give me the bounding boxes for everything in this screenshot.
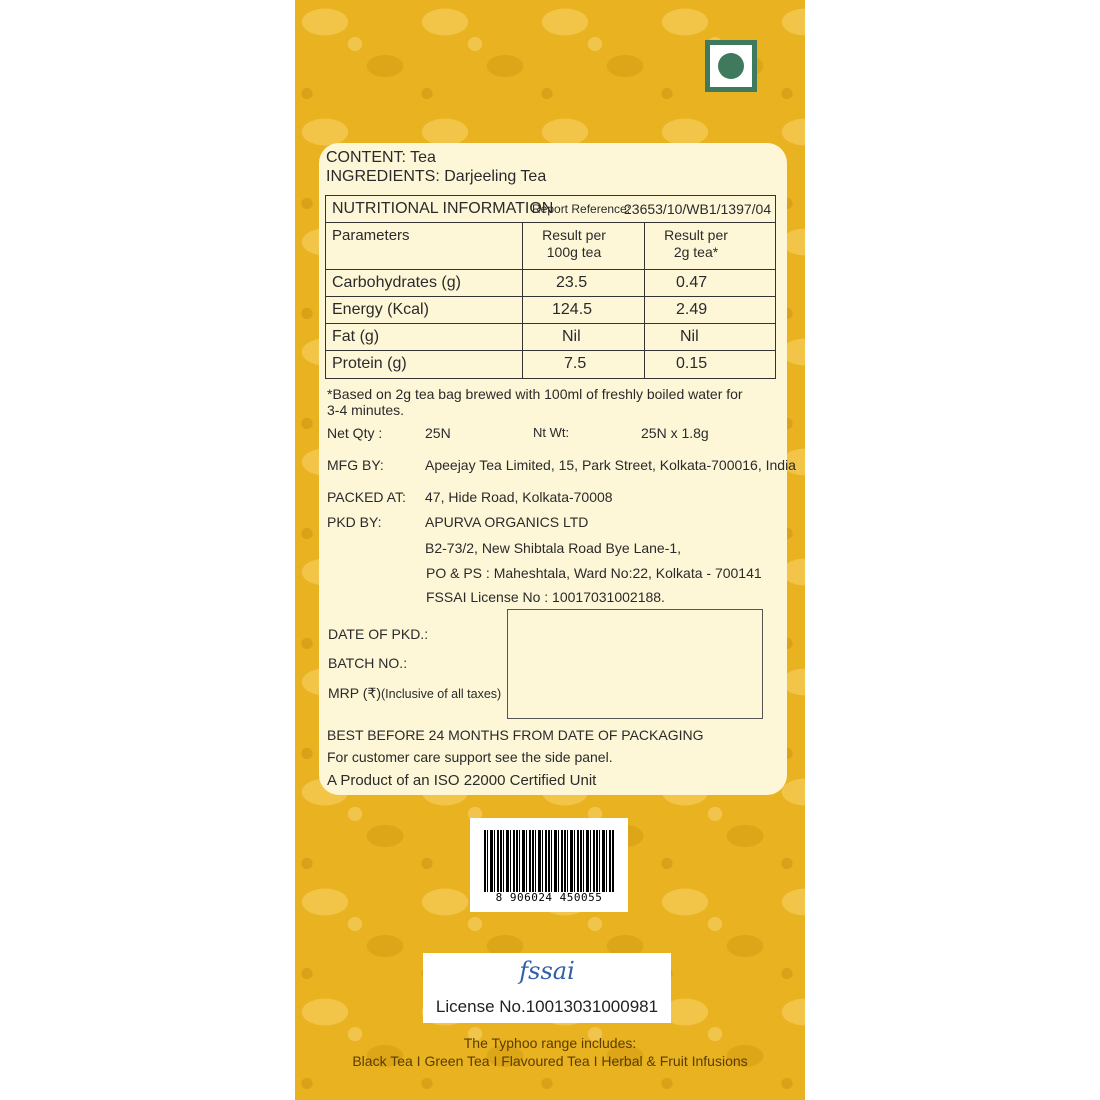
row-name: Protein (g) (332, 355, 407, 372)
mrp-label: MRP (₹) (328, 685, 381, 701)
net-qty-value: 25N (425, 425, 451, 441)
barcode-digits: 8 906024 450055 (495, 891, 603, 904)
date-pkd-label: DATE OF PKD.: (328, 626, 429, 642)
print-date-box (507, 609, 763, 719)
fssai-license: License No.10013031000981 (435, 997, 659, 1016)
table-row (326, 270, 775, 297)
nt-wt-label: Nt Wt: (533, 425, 570, 440)
pkd-label: PKD BY: (327, 514, 382, 530)
batch-label: BATCH NO.: (328, 655, 408, 671)
col-per-2g-line2: 2g tea* (673, 244, 719, 260)
table-row (326, 297, 775, 324)
barcode-bars (484, 830, 614, 892)
row-per-2g: Nil (680, 328, 699, 345)
net-qty-label: Net Qty : (327, 425, 383, 441)
table-divider (644, 223, 645, 378)
package-panel (295, 0, 805, 1100)
col-per-100g-line1: Result per (542, 227, 606, 243)
row-per-100g: 7.5 (564, 355, 587, 372)
pkd-line: APURVA ORGANICS LTD (425, 514, 589, 530)
fssai-logo: fssai (519, 957, 575, 985)
mfg-label: MFG BY: (327, 457, 384, 473)
report-reference-label: Report Reference: (532, 202, 631, 216)
col-per-100g (526, 227, 622, 261)
row-per-2g: 2.49 (676, 301, 708, 318)
col-per-2g-line1: Result per (664, 227, 728, 243)
ingredients-line: INGREDIENTS: Darjeeling Tea (326, 168, 547, 185)
packed-label: PACKED AT: (327, 489, 406, 505)
customer-care: For customer care support see the side panel. (327, 749, 613, 765)
vegetarian-dot (718, 53, 744, 79)
content-line: CONTENT: Tea (326, 149, 436, 166)
row-per-100g: 124.5 (552, 301, 593, 318)
footnote-line2: 3-4 minutes. (327, 402, 405, 418)
table-row (326, 324, 775, 351)
nutrition-header-row (326, 223, 775, 270)
table-divider (522, 223, 523, 378)
row-per-100g: Nil (562, 328, 581, 345)
row-per-2g: 0.15 (676, 355, 708, 372)
row-name: Carbohydrates (g) (332, 274, 461, 291)
nt-wt-value: 25N x 1.8g (641, 425, 709, 441)
info-card (319, 143, 796, 795)
pkd-line: PO & PS : Maheshtala, Ward No:22, Kolkata - 700141 (426, 565, 762, 581)
footnote-line1: *Based on 2g tea bag brewed with 100ml of freshly boiled water for (327, 386, 743, 402)
vegetarian-mark-icon (705, 40, 757, 92)
nutrition-title: NUTRITIONAL INFORMATION (332, 200, 554, 217)
nutrition-table (325, 195, 776, 379)
row-name: Energy (Kcal) (332, 301, 429, 318)
pkd-line: B2-73/2, New Shibtala Road Bye Lane-1, (425, 540, 682, 556)
barcode (470, 818, 628, 912)
packed-value: 47, Hide Road, Kolkata-70008 (425, 489, 613, 505)
row-name: Fat (g) (332, 328, 380, 345)
range-line2: Black Tea I Green Tea I Flavoured Tea I Herbal & Fruit Infusions (352, 1053, 748, 1069)
nutrition-title-row (326, 196, 775, 223)
fssai-badge (423, 953, 671, 1023)
iso-line: A Product of an ISO 22000 Certified Unit (327, 772, 597, 789)
row-per-100g: 23.5 (556, 274, 588, 291)
pkd-line: FSSAI License No : 10017031002188. (426, 589, 665, 605)
row-per-2g: 0.47 (676, 274, 708, 291)
table-row (326, 351, 775, 378)
report-reference-value: 23653/10/WB1/1397/04 (624, 201, 772, 217)
col-per-2g (646, 227, 746, 261)
best-before: BEST BEFORE 24 MONTHS FROM DATE OF PACKAGING (327, 727, 704, 743)
mfg-value: Apeejay Tea Limited, 15, Park Street, Kolkata-700016, India (425, 457, 796, 473)
mrp-note: (Inclusive of all taxes) (381, 687, 502, 701)
range-line1: The Typhoo range includes: (463, 1035, 637, 1051)
col-parameters: Parameters (332, 227, 410, 244)
col-per-100g-line2: 100g tea (546, 244, 602, 260)
